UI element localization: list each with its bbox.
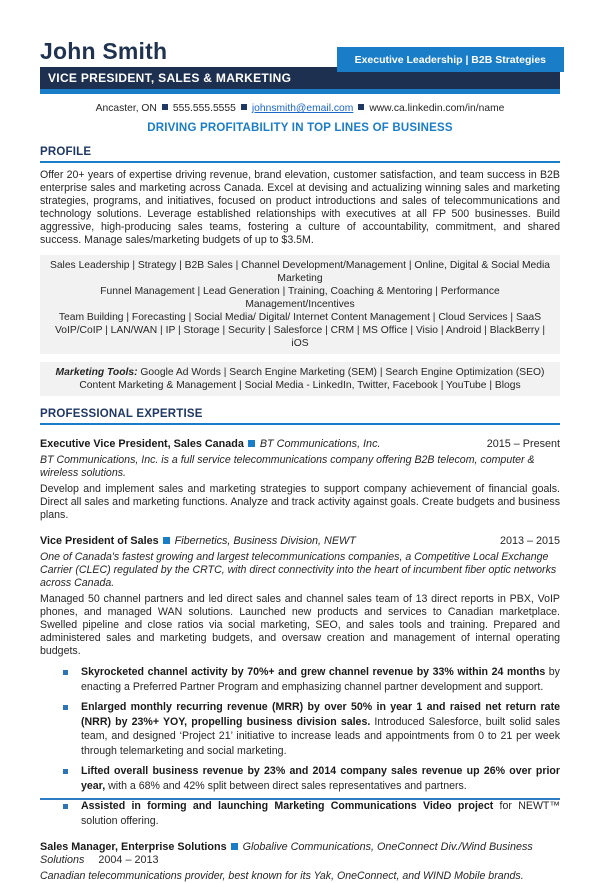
achievement-item (40, 700, 560, 758)
job-title-bar: VICE PRESIDENT, SALES & MARKETING (40, 67, 560, 89)
contact-email-link[interactable]: johnsmith@email.com (251, 103, 354, 114)
square-separator-icon (241, 104, 247, 110)
keywords-line: Sales Leadership | Strategy | B2B Sales | Channel Development/Management | Online, Digital & Social Media Marketing (49, 260, 551, 284)
job-dates: 2015 – Present (486, 438, 560, 450)
company-blurb: BT Communications, Inc. is a full service telecommunications company offering B2B telecom, computer & wireless solutions. (40, 454, 535, 479)
bullet-square-icon (63, 670, 68, 675)
job-title-line (40, 535, 356, 548)
achievement-text (81, 700, 560, 758)
bullet-square-icon (63, 804, 68, 809)
marketing-tools-box (40, 362, 560, 396)
achievement-bold: Assisted in forming and launching Marketing Communications Video project (81, 800, 494, 812)
bullet-square-icon (63, 769, 68, 774)
section-heading-profile: PROFILE (40, 146, 560, 163)
section-heading-expertise: PROFESSIONAL EXPERTISE (40, 408, 560, 425)
marketing-tools-line: Content Marketing & Management | Social Media - LinkedIn, Twitter, Facebook | YouTube | Blogs (79, 380, 521, 391)
achievement-rest: Introduced Salesforce, built solid sales team, and designed ‘Project 21’ initiative to increase leads and appointments from 0 to 21 per week through telemarketing and social marketing. (81, 715, 560, 757)
achievement-rest: with a 68% and 42% split between direct sales representatives and partners. (105, 779, 467, 792)
marketing-tools-line (48, 366, 552, 379)
square-separator-icon (248, 440, 255, 447)
square-separator-icon (358, 104, 364, 110)
square-separator-icon (163, 537, 170, 544)
job-description: Develop and implement sales and marketing strategies to support company achievement of financial goals. Direct all sales and marketing functions. Analyze and track activity against goals. Create budgets and business plans. (40, 483, 560, 521)
job-entry (40, 535, 560, 828)
profile-summary: Offer 20+ years of expertise driving revenue, brand elevation, customer satisfaction, and team success in B2B enterprise sales and marketing across Canada. Excel at devising and actualizing winning sales and marketing strategies, programs, and initiatives, focused on product introductions and sales of telecommunications and technology solutions. Leverage established relationships with executives at all FP 500 businesses. Build aggressive, high-producing sales teams, fostering a culture of accountability, commitment, and shared success. Manage sales/marketing budgets of up to $3.5M. (40, 169, 560, 246)
achievement-item (40, 665, 560, 694)
branding-headline: DRIVING PROFITABILITY IN TOP LINES OF BUSINESS (147, 122, 453, 134)
marketing-tools-label: Marketing Tools: (55, 367, 138, 378)
job-dates: 2013 – 2015 (499, 535, 560, 547)
contact-linkedin: www.ca.linkedin.com/in/name (369, 103, 505, 114)
achievement-rest: by enacting a Preferred Partner Program and emphasizing channel partner development and support. (81, 666, 560, 693)
candidate-name: John Smith (40, 38, 168, 64)
job-dates: 2004 – 2013 (98, 854, 159, 866)
achievement-list (40, 665, 560, 828)
job-header (40, 841, 560, 867)
job-title: Sales Manager, Enterprise Solutions (40, 841, 227, 853)
header (40, 38, 560, 134)
achievement-item (40, 799, 560, 828)
keywords-line: VoIP/CoIP | LAN/WAN | IP | Storage | Security | Salesforce | CRM | MS Office | Visio | Android | BlackBerry | iOS (54, 325, 546, 349)
title-bar-accent-strip (40, 89, 560, 94)
job-title: Executive Vice President, Sales Canada (40, 438, 244, 450)
achievement-text (81, 799, 560, 828)
job-company: BT Communications, Inc. (259, 438, 381, 450)
job-title: Vice President of Sales (40, 535, 159, 547)
keywords-box (40, 255, 560, 354)
job-header (40, 535, 560, 548)
contact-phone: 555.555.5555 (172, 103, 236, 114)
job-company: Fibernetics, Business Division, NEWT (174, 535, 356, 547)
job-header (40, 438, 560, 451)
achievement-bold: Skyrocketed channel activity by 70%+ and grew channel revenue by 33% within 24 months (81, 666, 546, 678)
contact-location: Ancaster, ON (95, 103, 157, 114)
keywords-line: Funnel Management | Lead Generation | Training, Coaching & Mentoring | Performance Management/Incentives (100, 286, 500, 310)
job-description: Managed 50 channel partners and led direct sales and channel sales team of 13 direct reports in PBX, VoIP phones, and managed WAN solutions. Launched new products and services to Canadian marketplace. Swelled pipeline and close ratios via social marketing, SEO, and sales tools and training. Prepared and administered sales and marketing budgets, and oversaw creation and management of internal operating budgets. (40, 593, 560, 657)
achievement-text (81, 764, 560, 793)
achievement-text (81, 665, 560, 694)
job-company: Globalive Communications, OneConnect Div./Wind Business Solutions (40, 841, 533, 866)
achievement-item (40, 764, 560, 793)
marketing-tools-items: Google Ad Words | Search Engine Marketing (SEM) | Search Engine Optimization (SEO) (137, 367, 545, 378)
square-separator-icon (162, 104, 168, 110)
achievement-bold: Enlarged monthly recurring revenue (MRR) by over 50% in year 1 and raised net return rate (NRR) by 23%+ YOY, propelling business division sales. (81, 701, 560, 728)
job-entry (40, 438, 560, 522)
company-blurb: Canadian telecommunications provider, best known for its Yak, OneConnect, and WIND Mobile brands. (40, 870, 524, 882)
contact-line (40, 103, 560, 114)
square-separator-icon (231, 843, 238, 850)
specialty-badge: Executive Leadership | B2B Strategies (337, 47, 564, 72)
achievement-bold: Lifted overall business revenue by 23% and 2014 company sales revenue up 26% over prior year, (81, 765, 560, 792)
keywords-line: Team Building | Forecasting | Social Media/ Digital/ Internet Content Management | Cloud Services | SaaS (58, 312, 542, 323)
achievement-rest: for NEWT™ solution offering. (81, 800, 561, 827)
job-title-line (40, 438, 380, 451)
footer-divider (40, 798, 560, 800)
bullet-square-icon (63, 705, 68, 710)
job-entry (40, 841, 560, 883)
company-blurb: One of Canada's fastest growing and largest telecommunications companies, a Competitive Local Exchange Carrier (CLEC) regulated by the CRTC, with direct connectivity into the heart of incumbent fiber optic networks across Canada. (40, 551, 557, 589)
